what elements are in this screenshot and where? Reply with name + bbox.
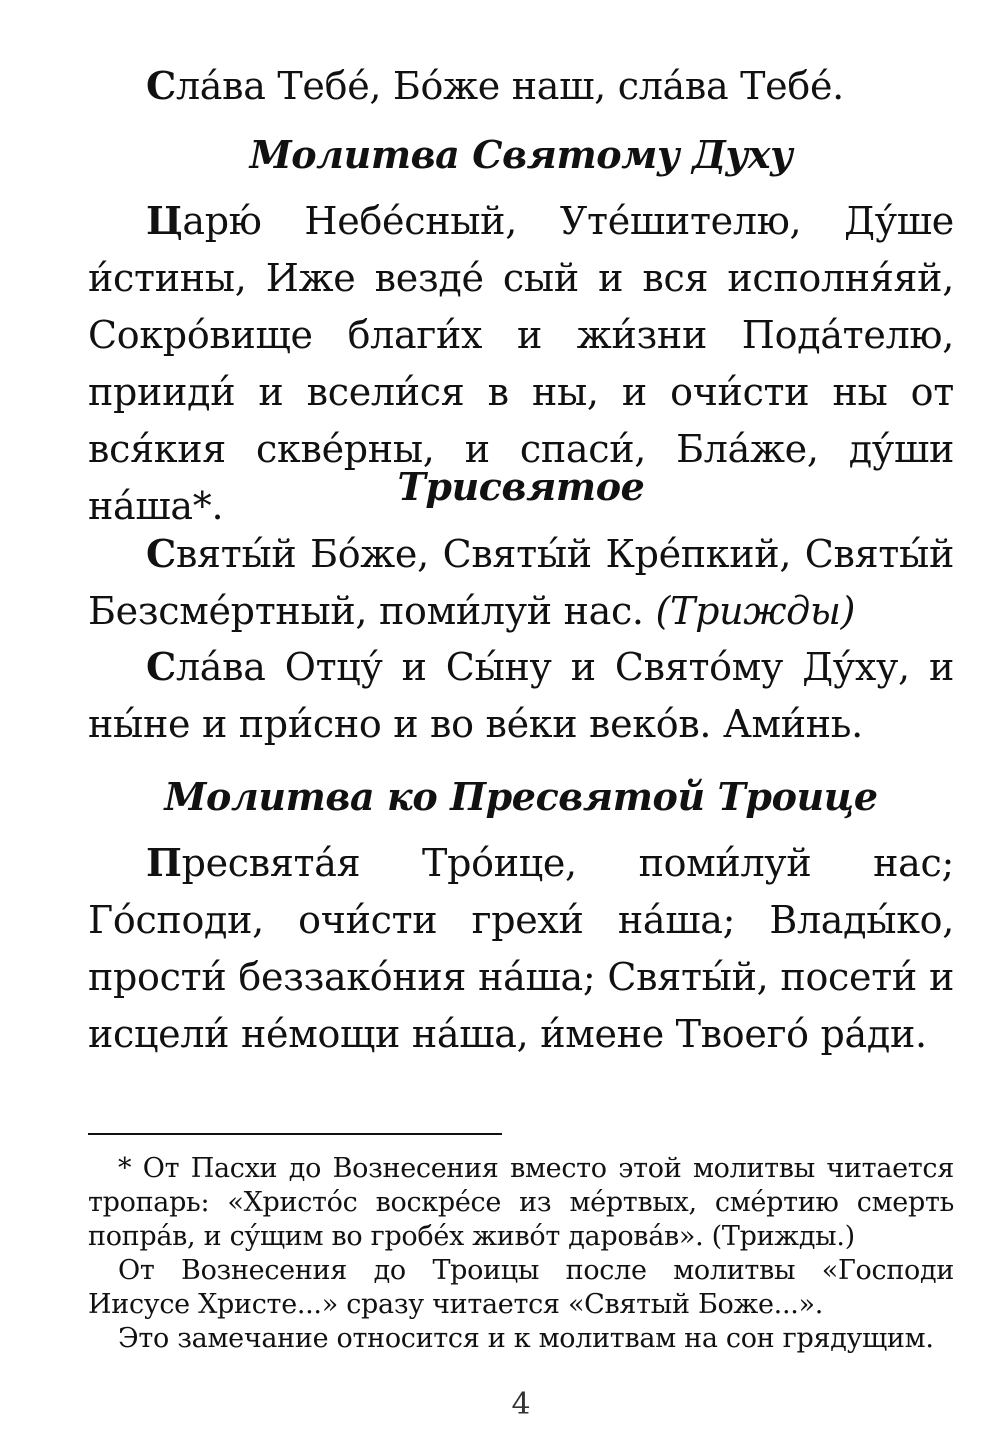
trisagion-paragraph (88, 525, 954, 640)
drop-letter: Ц (146, 198, 183, 243)
paragraph-text: ла́ва Отцу́ и Сы́ну и Свято́му Ду́ху, и ны́не и при́сно и во ве́ки веко́в. Ами́нь. (88, 645, 954, 746)
doxology-paragraph (88, 57, 954, 115)
footnote-separator (88, 1133, 502, 1135)
footnotes (88, 1152, 954, 1356)
trinity-prayer-paragraph (88, 834, 954, 1063)
footnote-ascension: От Вознесения до Троицы после молитвы «Господи Иисусе Христе...» сразу читается «Святый Боже...». (88, 1255, 954, 1320)
paragraph-text: арю́ Небе́сный, Уте́шителю, Ду́ше и́стины, Иже везде́ сый и вся исполня́яй, Сокро́вище благи́х и жи́зни Пода́телю, прииди́ и всели́ся в ны, и очи́сти ны от вся́кия скве́рны, и спаси́, Бла́же, ду́ши на́ша*. (88, 199, 954, 528)
footnote-remark: Это замечание относится и к молитвам на сон грядущим. (118, 1323, 934, 1354)
footnote-paschal: * От Пасхи до Вознесения вместо этой молитвы читается тропарь: «Христо́с воскре́се из ме́ртвых, сме́ртию смерть попра́в, и су́щим во гробе́х живо́т дарова́в». (Трижды.) (88, 1153, 954, 1252)
drop-letter: С (146, 644, 176, 689)
page-number: 4 (511, 1387, 531, 1422)
drop-letter: С (146, 531, 176, 576)
drop-letter: С (146, 63, 176, 108)
paragraph-text: ресвята́я Тро́ице, поми́луй нас; Го́споди, очи́сти грехи́ на́ша; Влады́ко, прости́ беззако́ния на́ша; Святы́й, посети́ и исцели́ не́мощи на́ша, и́мене Твоего́ ра́ди. (88, 841, 954, 1056)
heading-holy-spirit-prayer: Молитва Святому Духу (249, 132, 793, 177)
paragraph-text: ла́ва Тебе́, Бо́же наш, сла́ва Тебе́. (175, 64, 844, 108)
rubric-thrice: (Трижды) (655, 589, 856, 633)
heading-trisagion: Трисвятое (397, 464, 645, 509)
paragraph-text: вяты́й Бо́же, Святы́й Кре́пкий, Святы́й Безсме́ртный, поми́луй нас. (88, 532, 954, 633)
drop-letter: П (146, 840, 182, 885)
glory-paragraph (88, 638, 954, 753)
heading-trinity-prayer: Молитва ко Пресвятой Троице (164, 774, 878, 819)
